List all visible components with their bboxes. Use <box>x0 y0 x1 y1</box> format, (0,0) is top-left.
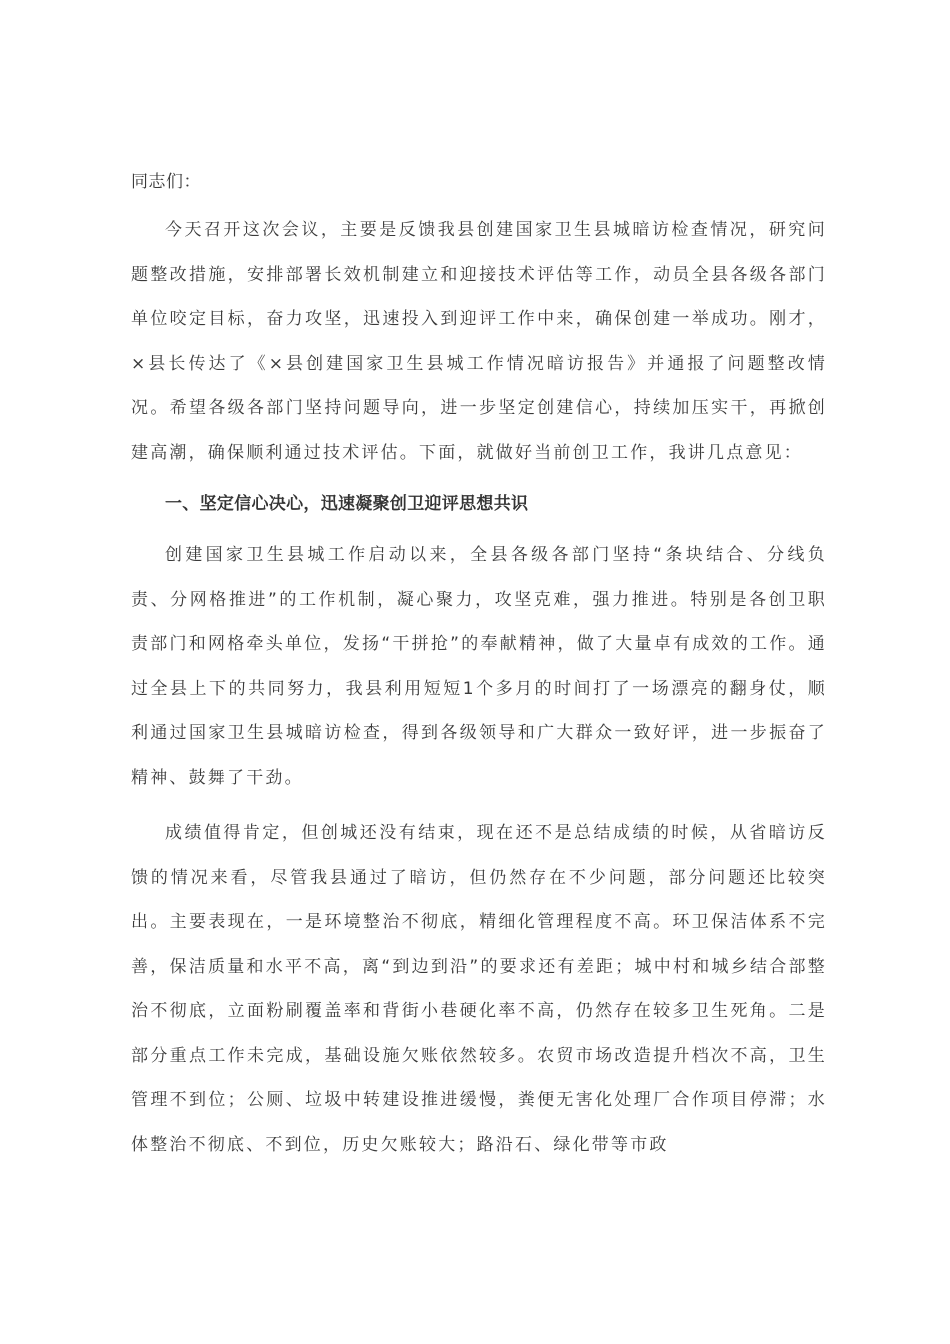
document-body <box>131 164 827 1178</box>
section-paragraph-1: 创建国家卫生县城工作启动以来，全县各级各部门坚持“条块结合、分线负责、分网格推进”的工作机制，凝心聚力，攻坚克难，强力推进。特别是各创卫职责部门和网格牵头单位，发扬“干拼抢”的奉献精神，做了大量卓有成效的工作。通过全县上下的共同努力，我县利用短短1个多月的时间打了一场漂亮的翻身仗，顺利通过国家卫生县城暗访检查，得到各级领导和广大群众一致好评，进一步振奋了精神、鼓舞了干劲。 <box>131 545 827 788</box>
intro-paragraph: 今天召开这次会议，主要是反馈我县创建国家卫生县城暗访检查情况，研究问题整改措施，安排部署长效机制建立和迎接技术评估等工作，动员全县各级各部门单位咬定目标，奋力攻坚，迅速投入到迎评工作中来，确保创建一举成功。刚才，×县长传达了《×县创建国家卫生县城工作情况暗访报告》并通报了问题整改情况。希望各级各部门坚持问题导向，进一步坚定创建信心，持续加压实干，再掀创建高潮，确保顺利通过技术评估。下面，就做好当前创卫工作，我讲几点意见： <box>131 220 827 463</box>
section-heading: 一、坚定信心决心，迅速凝聚创卫迎评思想共识 <box>165 494 529 514</box>
section-paragraph-2: 成绩值得肯定，但创城还没有结束，现在还不是总结成绩的时候，从省暗访反馈的情况来看，尽管我县通过了暗访，但仍然存在不少问题，部分问题还比较突出。主要表现在，一是环境整治不彻底，精细化管理程度不高。环卫保洁体系不完善，保洁质量和水平不高，离“到边到沿”的要求还有差距；城中村和城乡结合部整治不彻底，立面粉刷覆盖率和背街小巷硬化率不高，仍然存在较多卫生死角。二是部分重点工作未完成，基础设施欠账依然较多。农贸市场改造提升档次不高，卫生管理不到位；公厕、垃圾中转建设推进缓慢，粪便无害化处理厂合作项目停滞；水体整治不彻底、不到位，历史欠账较大；路沿石、绿化带等市政 <box>131 823 827 1155</box>
salutation: 同志们： <box>131 172 201 192</box>
